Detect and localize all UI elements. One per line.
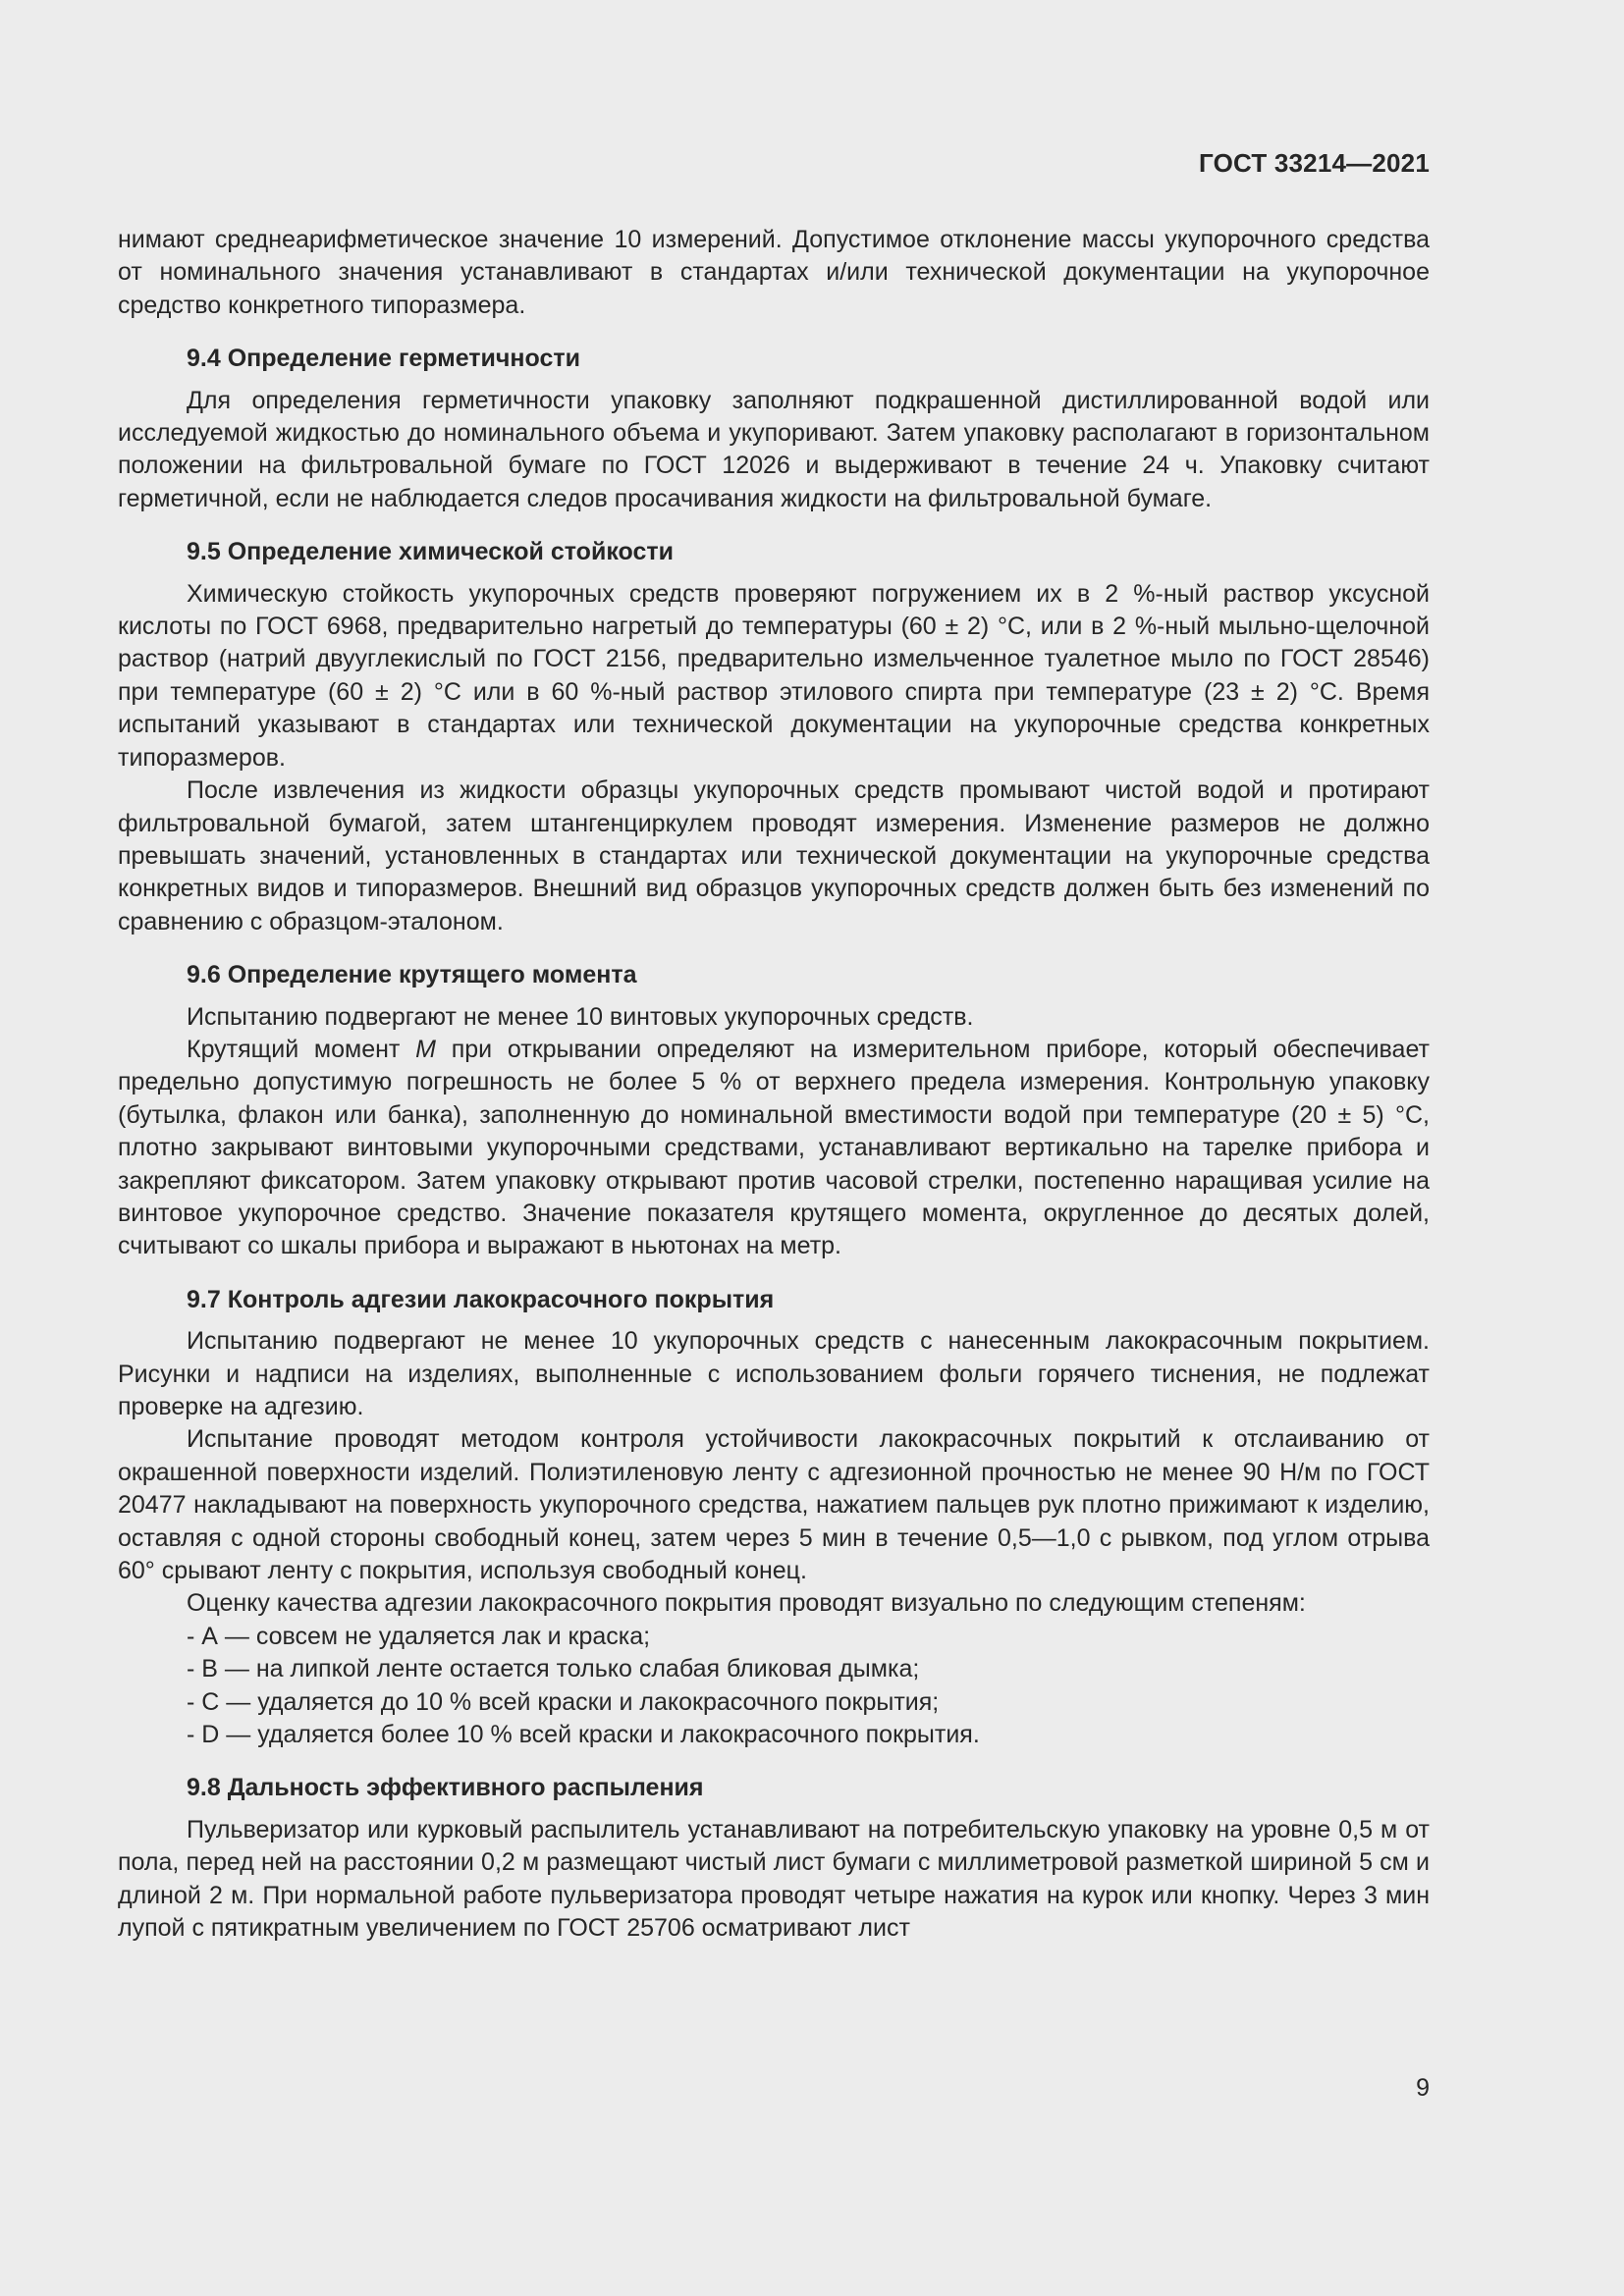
section-9-6-paragraph-1: Испытанию подвергают не менее 10 винтовых укупорочных средств. (187, 1002, 974, 1031)
adhesion-grades-list (118, 1621, 1430, 1752)
section-9-5-paragraph-2: После извлечения из жидкости образцы укупорочных средств промывают чистой водой и протирают фильтровальной бумагой, затем штангенциркулем проводят измерения. Изменение размеров не должно превышать значений, установленных в стандартах или технической документации на укупорочные средства конкретных видов и типоразмеров. Внешний вид образцов укупорочных средств должен быть без изменений по сравнению с образцом-эталоном. (118, 776, 1430, 935)
section-9-7-paragraph-3: Оценку качества адгезии лакокрасочного покрытия проводят визуально по следующим степеням: (187, 1589, 1306, 1618)
section-9-4-paragraph-1: Для определения герметичности упаковку заполняют подкрашенной дистиллированной водой или исследуемой жидкостью до номинального объема и укупоривают. Затем упаковку располагают в горизонтальном положении на фильтровальной бумаге по ГОСТ 12026 и выдерживают в течение 24 ч. Упаковку считают герметичной, если не наблюдается следов просачивания жидкости на фильтровальной бумаге. (118, 386, 1430, 512)
section-9-6-heading: 9.6 Определение крутящего момента (187, 961, 637, 989)
section-9-7-paragraph-1: Испытанию подвергают не менее 10 укупорочных средств с нанесенным лакокрасочным покрытием. Рисунки и надписи на изделиях, выполненные с использованием фольги горячего тиснения, не подлежат проверке на адгезию. (118, 1327, 1430, 1420)
section-9-5-heading: 9.5 Определение химической стойкости (187, 538, 674, 566)
section-9-6-paragraph-2 (118, 1034, 1430, 1263)
list-item: - А — совсем не удаляется лак и краска; (187, 1622, 651, 1650)
document-body (118, 224, 1430, 1946)
list-item: - В — на липкой ленте остается только слабая бликовая дымка; (187, 1655, 920, 1683)
torque-symbol: М (415, 1035, 436, 1063)
page-number: 9 (1416, 2074, 1430, 2102)
section-9-4-heading: 9.4 Определение герметичности (187, 345, 580, 373)
section-9-7-paragraph-2: Испытание проводят методом контроля устойчивости лакокрасочных покрытий к отслаиванию от окрашенной поверхности изделий. Полиэтиленовую ленту с адгезионной прочностью не менее 90 Н/м по ГОСТ 20477 накладывают на поверхность укупорочного средства, нажатием пальцев рук плотно прижимают к изделию, оставляя с одной стороны свободный конец, затем через 5 мин в течение 0,5—1,0 с рывком, под углом отрыва 60° срывают ленту с покрытия, используя свободный конец. (118, 1425, 1430, 1585)
section-9-6-p2-start: Крутящий момент (187, 1035, 416, 1063)
list-item: - D — удаляется более 10 % всей краски и лакокрасочного покрытия. (187, 1721, 980, 1749)
document-header: ГОСТ 33214—2021 (1199, 148, 1430, 178)
section-9-8-heading: 9.8 Дальность эффективного распыления (187, 1774, 704, 1802)
section-9-6-p2-rest: при открывании определяют на измерительном приборе, который обеспечивает предельно допустимую погрешность не более 5 % от верхнего предела измерения. Контрольную упаковку (бутылка, флакон или банка), заполненную до номинальной вместимости водой при температуре (20 ± 5) °С, плотно закрывают винтовыми укупорочными средствами, устанавливают вертикально на тарелке прибора и закрепляют фиксатором. Затем упаковку открывают против часовой стрелки, постепенно наращивая усилие на винтовое укупорочное средство. Значение показателя крутящего момента, округленное до десятых долей, считывают со шкалы прибора и выражают в ньютонах на метр. (118, 1035, 1430, 1260)
intro-paragraph: нимают среднеарифметическое значение 10 измерений. Допустимое отклонение массы укупорочного средства от номинального значения устанавливают в стандартах и/или технической документации на укупорочное средство конкретного типоразмера. (118, 226, 1430, 319)
list-item: - С — удаляется до 10 % всей краски и лакокрасочного покрытия; (187, 1687, 940, 1716)
section-9-7-heading: 9.7 Контроль адгезии лакокрасочного покрытия (187, 1285, 775, 1313)
section-9-5-paragraph-1: Химическую стойкость укупорочных средств проверяют погружением их в 2 %-ный раствор уксусной кислоты по ГОСТ 6968, предварительно нагретый до температуры (60 ± 2) °С, или в 2 %-ный мыльно-щелочной раствор (натрий двууглекислый по ГОСТ 2156, предварительно измельченное туалетное мыло по ГОСТ 28546) при температуре (60 ± 2) °С или в 60 %-ный раствор этилового спирта при температуре (23 ± 2) °С. Время испытаний указывают в стандартах или технической документации на укупорочные средства конкретных типоразмеров. (118, 579, 1430, 772)
section-9-8-paragraph-1: Пульверизатор или курковый распылитель устанавливают на потребительскую упаковку на уровне 0,5 м от пола, перед ней на расстоянии 0,2 м размещают чистый лист бумаги с миллиметровой разметкой шириной 5 см и длиной 2 м. При нормальной работе пульверизатора проводят четыре нажатия на курок или кнопку. Через 3 мин лупой с пятикратным увеличением по ГОСТ 25706 осматривают лист (118, 1815, 1430, 1943)
